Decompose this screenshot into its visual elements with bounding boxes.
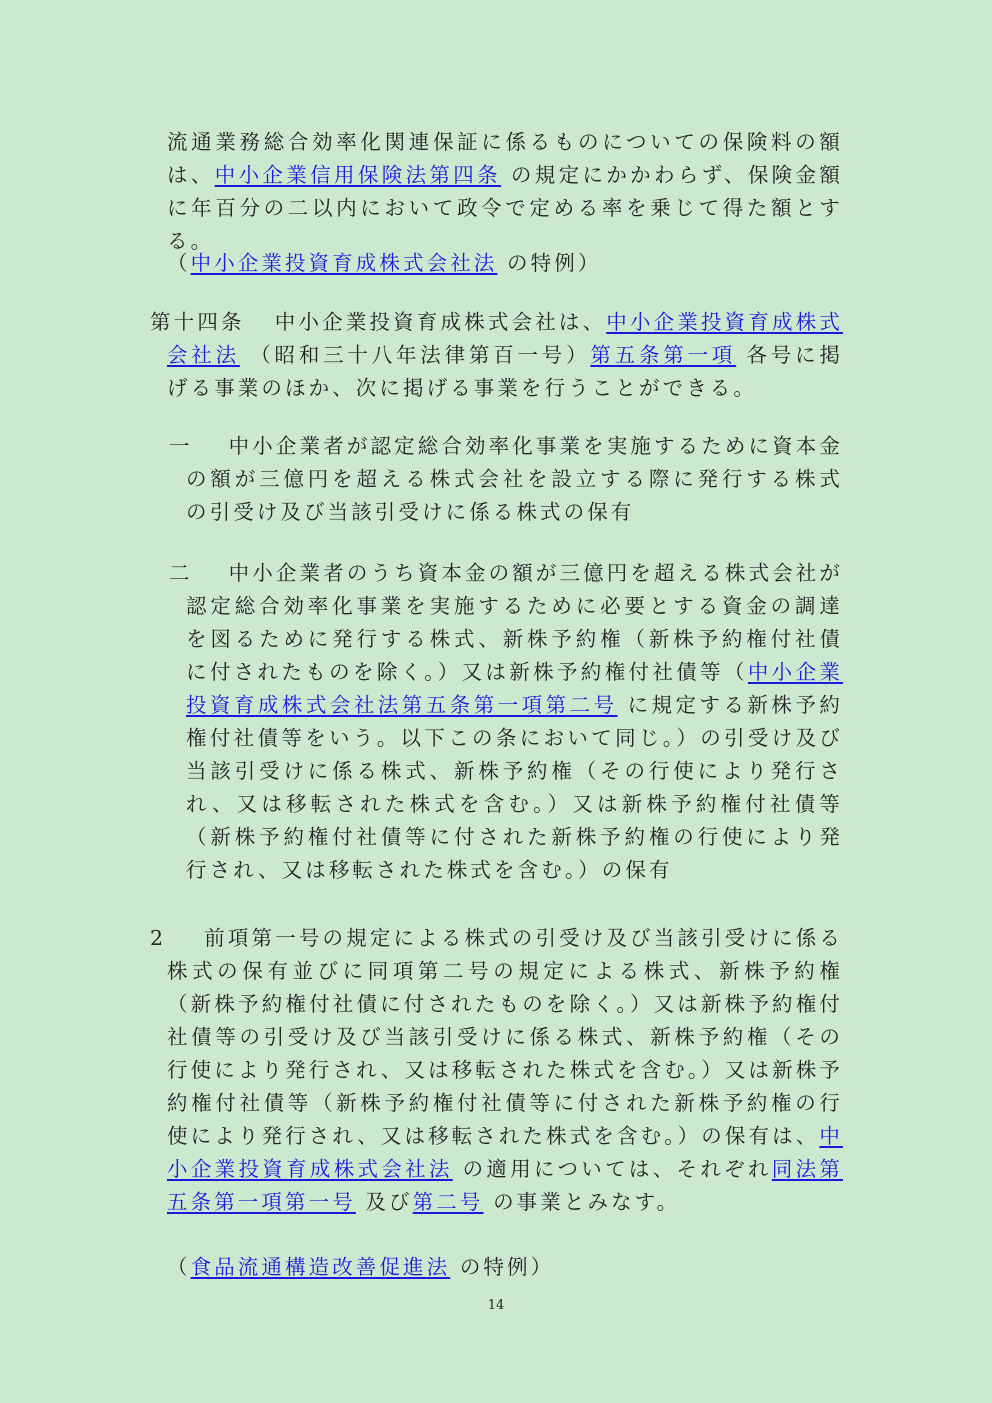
- page-number: 14: [487, 1298, 505, 1313]
- paragraph-text: 流通業務総合効率化関連保証に係るものについての保険料の額は、: [167, 130, 843, 187]
- paragraph-text: の規定にかかわらず、保険金額に年百分の二以内において政令で定める率を乗じて得た額とする。: [167, 163, 843, 253]
- link-no2[interactable]: 第二号: [412, 1190, 484, 1214]
- article-14: [150, 306, 843, 405]
- item-2: [169, 557, 843, 887]
- article-number: 第十四条: [150, 310, 245, 334]
- item-number: 二: [169, 561, 193, 585]
- link-sme-investment-act[interactable]: 中小企業投資育成株式会社法: [190, 251, 498, 275]
- item-text: に規定する新株予約権付社債等をいう。以下この条において同じ。）の引受け及び当該引受けに係る株式、新株予約権（その行使により発行され、又は移転された株式を含む。）又は新株予約権付社債等（新株予約権付社債等に付された新株予約権の行使により発行され、又は移転された株式を含む。）の保有: [186, 693, 843, 882]
- link-sme-investment-act[interactable]: 中小企業投資育成株式会社法: [167, 310, 843, 367]
- item-1: [169, 430, 843, 529]
- article-text: 各号に掲げる事業のほか、次に掲げる事業を行うことができる。: [167, 343, 843, 400]
- link-investment-act-art5-para1-no2[interactable]: 中小企業投資育成株式会社法第五条第一項第二号: [186, 660, 843, 717]
- item-text: 中小企業者のうち資本金の額が三億円を超える株式会社が認定総合効率化事業を実施するために必要とする資金の調達を図るために発行する株式、新株予約権（新株予約権付社債に付されたものを除く。）又は新株予約権付社債等（: [186, 561, 843, 684]
- link-sme-investment-act[interactable]: 中小企業投資育成株式会社法: [167, 1124, 843, 1181]
- heading-investment-act-exception: （中小企業投資育成株式会社法 の特例）: [167, 251, 602, 275]
- heading-food-distribution-act-exception: （食品流通構造改善促進法 の特例）: [167, 1255, 555, 1279]
- link-same-act-art5-para1-no1[interactable]: 同法第五条第一項第一号: [167, 1157, 843, 1214]
- item-number: 一: [169, 434, 193, 458]
- article-text: 中小企業投資育成株式会社は、: [274, 310, 607, 334]
- paragraph-text: の適用については、それぞれ: [452, 1157, 772, 1181]
- paragraph-insurance-premium: [167, 126, 843, 258]
- paragraph-text: 及び: [355, 1190, 413, 1214]
- link-sme-credit-insurance-act-art4[interactable]: 中小企業信用保険法第四条: [214, 163, 502, 187]
- paragraph-text: の事業とみなす。: [483, 1190, 681, 1214]
- paragraph-text: 前項第一号の規定による株式の引受け及び当該引受けに係る株式の保有並びに同項第二号の規定による株式、新株予約権（新株予約権付社債に付されたものを除く。）又は新株予約権付社債等の引受け及び当該引受けに係る株式、新株予約権（その行使により発行され、又は移転された株式を含む。）又は新株予約権付社債等（新株予約権付社債等に付された新株予約権の行使により発行され、又は移転された株式を含む。）の保有は、: [167, 926, 843, 1148]
- paragraph-2: [150, 922, 843, 1219]
- item-text: 中小企業者が認定総合効率化事業を実施するために資本金の額が三億円を超える株式会社を設立する際に発行する株式の引受け及び当該引受けに係る株式の保有: [186, 434, 843, 524]
- article-text: （昭和三十八年法律第百一号）: [239, 343, 591, 367]
- link-food-distribution-act[interactable]: 食品流通構造改善促進法: [190, 1255, 451, 1279]
- paragraph-number: 2: [150, 926, 167, 950]
- link-article5-para1[interactable]: 第五条第一項: [590, 343, 737, 367]
